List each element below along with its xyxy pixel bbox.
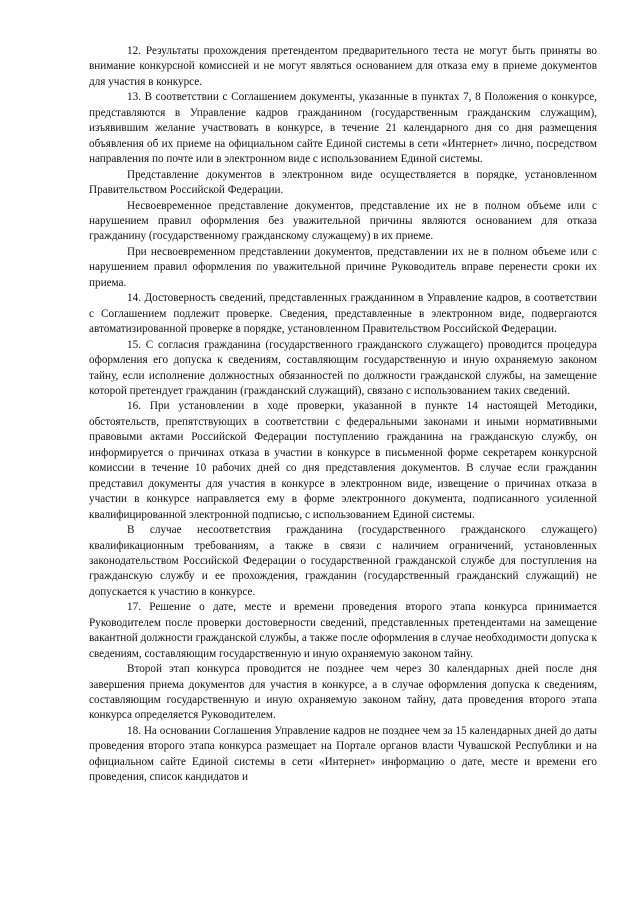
paragraph-17-second-stage: Второй этап конкурса проводится не позднее чем через 30 календарных дней после дня завершения приема документов для участия в конкурсе, а в случае оформления допуска к сведениям, составляющим государственную и иную охраняемую законом тайну, дата проведения второго этапа конкурса определяется Руководителем. (89, 663, 597, 722)
document-page (89, 44, 597, 786)
paragraph-14: 14. Достоверность сведений, представленных гражданином в Управление кадров, в соответствии с Соглашением подлежит проверке. Сведения, представленные в электронном виде, подвергаются автоматизированной проверке в порядке, установленном Правительством Российской Федерации. (89, 292, 597, 336)
paragraph-16: 16. При установлении в ходе проверки, указанной в пункте 14 настоящей Методики, обстоятельств, препятствующих в соответствии с федеральными законами и иными нормативными правовыми актами Российской Федерации поступлению гражданина на гражданскую службу, он информируется о причинах отказа в участии в конкурсе в письменной форме секретарем конкурсной комиссии в течение 10 рабочих дней со дня представления документов. В случае если гражданин представил документы для участия в конкурсе в электронном виде, извещение о причинах отказа в участии в конкурсе направляется ему в форме электронного документа, подписанного усиленной квалифицированной электронной подписью, с использованием Единой системы. (89, 400, 597, 521)
paragraph-12: 12. Результаты прохождения претендентом предварительного теста не могут быть приняты во внимание конкурсной комиссией и не могут являться основанием для отказа ему в приеме документов для участия в конкурсе. (89, 45, 597, 88)
paragraph-15: 15. С согласия гражданина (государственного гражданского служащего) проводится процедура оформления его допуска к сведениям, составляющим государственную и иную охраняемую законом тайну, если исполнение должностных обязанностей по должности гражданской службы, на замещение которой претендует гражданин (гражданский служащий), связано с использованием таких сведений. (89, 338, 597, 397)
paragraph-13-untimely: Несвоевременное представление документов, представление их не в полном объеме или с нарушением правил оформления без уважительной причины являются основанием для отказа гражданину (государственному гражданскому служащему) в их приеме. (89, 199, 597, 243)
paragraph-18: 18. На основании Соглашения Управление кадров не позднее чем за 15 календарных дней до даты проведения второго этапа конкурса размещает на Портале органов власти Чувашской Республики и на официальном сайте Единой системы в сети «Интернет» информацию о дате, месте и времени его проведения, список кандидатов и (89, 724, 597, 784)
paragraph-13: 13. В соответствии с Соглашением документы, указанные в пунктах 7, 8 Положения о конкурсе, представляются в Управление кадров гражданином (государственным гражданским служащим), изъявившим желание участвовать в конкурсе, в течение 21 календарного дня со дня размещения объявления об их приеме на официальном сайте Единой системы в сети «Интернет» лично, посредством направления по почте или в электронном виде с использованием Единой системы. (89, 91, 597, 166)
paragraph-16-nonconformity: В случае несоответствия гражданина (государственного гражданского служащего) квалификационным требованиям, а также в связи с наличием ограничений, установленных законодательством Российской Федерации о государственной гражданской службе для поступления на гражданскую службу и ее прохождения, гражданин (государственный гражданский служащий) не допускается к участию в конкурсе. (89, 524, 597, 598)
paragraph-13-valid-reason: При несвоевременном представлении документов, представлении их не в полном объеме или с нарушением правил оформления по уважительной причине Руководитель вправе перенести сроки их приема. (89, 245, 597, 289)
paragraph-13-electronic: Представление документов в электронном виде осуществляется в порядке, установленном Правительством Российской Федерации. (89, 168, 597, 197)
paragraph-17: 17. Решение о дате, месте и времени проведения второго этапа конкурса принимается Руководителем после проверки достоверности сведений, представленных претендентами на замещение вакантной должности гражданской службы, а также после оформления в случае необходимости допуска к сведениям, составляющим государственную и иную охраняемую законом тайну. (89, 601, 597, 660)
